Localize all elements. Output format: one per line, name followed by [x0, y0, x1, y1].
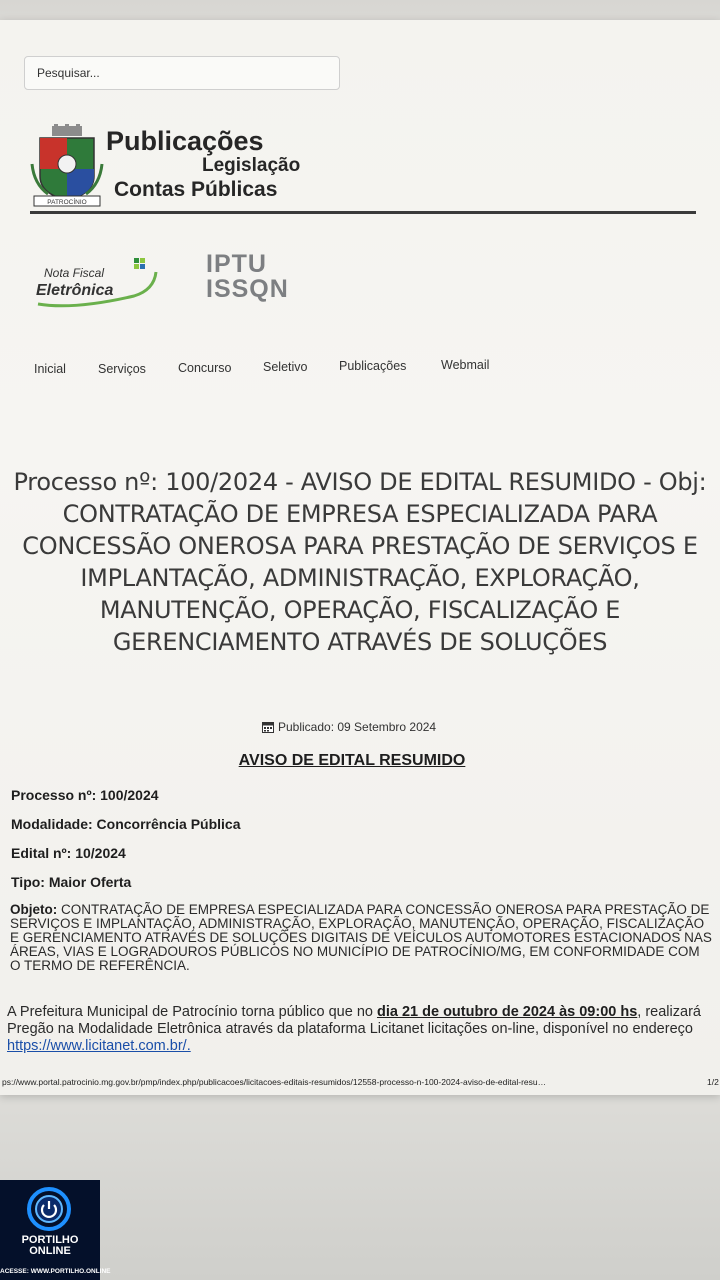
header-divider	[30, 211, 696, 214]
paragraph-mid: , realizará Pregão na Modalidade Eletrônica através da plataforma Licitanet licitações on-line, disponível no endereço	[7, 1004, 701, 1037]
section-title: AVISO DE EDITAL RESUMIDO	[238, 752, 466, 769]
city-crest-logo[interactable]	[30, 124, 104, 210]
site-title-contas-publicas: Contas Públicas	[114, 178, 278, 201]
print-footer-url: ps://www.portal.patrocinio.mg.gov.br/pmp/index.php/publicacoes/licitacoes-editais-resumidos/12558-processo-n-100-2024-aviso-de-edital-resu…	[2, 1077, 547, 1087]
notice-paragraph	[7, 1004, 707, 1055]
watermark-name	[0, 1235, 100, 1257]
site-title-legislacao: Legislação	[202, 155, 301, 176]
power-icon	[26, 1186, 72, 1232]
nav-item-publicacoes[interactable]: Publicações	[339, 359, 407, 373]
objeto-text: CONTRATAÇÃO DE EMPRESA ESPECIALIZADA PARA CONCESSÃO ONEROSA PARA PRESTAÇÃO DE SERVIÇOS E IMPLANTAÇÃO, ADMINISTRAÇÃO, EXPLORAÇÃO, MANUTENÇÃO, OPERAÇÃO, FISCALIZAÇÃO E GERENCIAMENTO ATRAVÉS DE SOLUÇÕES DIGITAIS DE VEÍCULOS AUTOMOTORES ESTACIONADOS NAS ÁREAS, VIAS E LOGRADOUROS PÚBLICOS NO MUNICÍPIO DE PATROCÍNIO/MG, EM CONFORMIDADE COM O TERMO DE REFERÊNCIA.	[10, 902, 712, 973]
calendar-icon	[262, 721, 274, 733]
site-title-publicacoes: Publicações	[106, 126, 264, 156]
article-headline: Processo nº: 100/2024 - AVISO DE EDITAL RESUMIDO - Obj: CONTRATAÇÃO DE EMPRESA ESPECIALIZADA PARA CONCESSÃO ONEROSA PARA PRESTAÇÃO DE SERVIÇOS E IMPLANTAÇÃO, ADMINISTRAÇÃO, EXPLORAÇÃO, MANUTENÇÃO, OPERAÇÃO, FISCALIZAÇÃO E GERENCIAMENTO ATRAVÉS DE SOLUÇÕES	[13, 468, 707, 656]
issqn-label: ISSQN	[206, 275, 289, 303]
nfe-line2: Eletrônica	[36, 282, 114, 299]
iptu-label: IPTU	[206, 250, 267, 278]
objeto-label: Objeto:	[10, 902, 58, 917]
watermark-line1: PORTILHO	[21, 1234, 79, 1246]
published-date	[262, 720, 436, 734]
paragraph-start: A Prefeitura Municipal de Patrocínio torna público que no	[7, 1004, 377, 1020]
watermark-site: ACESSE: WWW.PORTILHO.ONLINE	[0, 1268, 111, 1275]
search-input[interactable]	[24, 56, 340, 90]
nav-item-seletivo[interactable]: Seletivo	[263, 360, 308, 374]
iptu-issqn-banner[interactable]	[206, 252, 289, 302]
main-nav	[0, 358, 720, 378]
session-date: dia 21 de outubro de 2024 às 09:00 hs	[376, 1004, 638, 1020]
field-objeto	[10, 903, 712, 973]
nav-item-webmail[interactable]: Webmail	[441, 358, 490, 372]
field-modalidade: Modalidade: Concorrência Pública	[11, 816, 241, 832]
field-tipo: Tipo: Maior Oferta	[11, 874, 132, 890]
licitanet-link[interactable]: https://www.licitanet.com.br/.	[7, 1038, 191, 1054]
crest-caption: PATROCÍNIO	[47, 199, 87, 206]
published-text: Publicado: 09 Setembro 2024	[278, 720, 437, 734]
portilho-online-watermark	[0, 1180, 111, 1280]
nota-fiscal-eletronica-banner[interactable]	[34, 252, 160, 312]
print-page-number: 1/2	[707, 1077, 719, 1087]
field-edital: Edital nº: 10/2024	[11, 845, 126, 861]
nav-item-inicial[interactable]: Inicial	[34, 362, 66, 376]
nav-item-servicos[interactable]: Serviços	[98, 362, 146, 376]
field-processo: Processo nº: 100/2024	[11, 787, 159, 803]
nfe-line1: Nota Fiscal	[44, 266, 105, 280]
watermark-line2: ONLINE	[29, 1245, 71, 1257]
nav-item-concurso[interactable]: Concurso	[178, 361, 232, 375]
